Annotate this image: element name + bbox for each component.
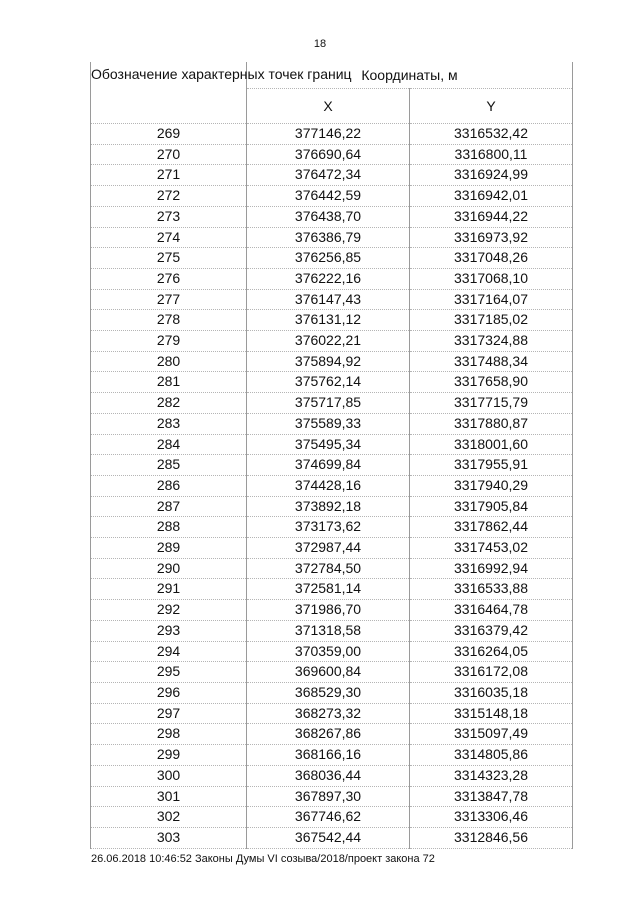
x-coordinate-cell: 376442,59 [247,186,410,207]
y-coordinate-cell: 3316532,42 [410,124,573,145]
point-cell: 292 [91,600,247,621]
x-coordinate-cell: 375589,33 [247,413,410,434]
x-coordinate-cell: 376438,70 [247,206,410,227]
x-coordinate-cell: 377146,22 [247,124,410,145]
y-coordinate-cell: 3316973,92 [410,227,573,248]
point-cell: 273 [91,206,247,227]
y-coordinate-cell: 3314323,28 [410,765,573,786]
point-cell: 300 [91,765,247,786]
point-cell: 283 [91,413,247,434]
table-row [91,248,573,269]
x-coordinate-cell: 368273,32 [247,703,410,724]
point-cell: 271 [91,165,247,186]
table-row [91,413,573,434]
point-cell: 298 [91,724,247,745]
y-coordinate-cell: 3317453,02 [410,538,573,559]
x-coordinate-cell: 373173,62 [247,517,410,538]
table-row [91,331,573,352]
point-cell: 278 [91,310,247,331]
point-cell: 269 [91,124,247,145]
y-coordinate-cell: 3316379,42 [410,620,573,641]
point-cell: 302 [91,807,247,828]
x-coordinate-cell: 368529,30 [247,682,410,703]
point-cell: 274 [91,227,247,248]
x-coordinate-cell: 376690,64 [247,144,410,165]
x-coordinate-cell: 371986,70 [247,600,410,621]
y-coordinate-cell: 3317488,34 [410,351,573,372]
x-coordinate-cell: 372784,50 [247,558,410,579]
point-cell: 284 [91,434,247,455]
x-coordinate-cell: 374699,84 [247,455,410,476]
x-coordinate-cell: 375894,92 [247,351,410,372]
table-row [91,682,573,703]
table-row [91,538,573,559]
table-row [91,662,573,683]
y-coordinate-cell: 3316944,22 [410,206,573,227]
point-cell: 294 [91,641,247,662]
y-coordinate-cell: 3316264,05 [410,641,573,662]
y-coordinate-cell: 3316992,94 [410,558,573,579]
table-row [91,641,573,662]
x-coordinate-cell: 370359,00 [247,641,410,662]
x-coordinate-cell: 376147,43 [247,289,410,310]
table-row [91,206,573,227]
x-coordinate-cell: 368166,16 [247,745,410,766]
coordinates-column-header: Координаты, м [247,62,573,89]
point-cell: 281 [91,372,247,393]
table-row [91,227,573,248]
y-coordinate-cell: 3316464,78 [410,600,573,621]
y-coordinate-cell: 3316533,88 [410,579,573,600]
point-cell: 277 [91,289,247,310]
table-row [91,186,573,207]
table-row [91,475,573,496]
point-cell: 297 [91,703,247,724]
table-row [91,517,573,538]
table-row [91,807,573,828]
y-coordinate-cell: 3317880,87 [410,413,573,434]
y-coordinate-cell: 3315097,49 [410,724,573,745]
y-coordinate-cell: 3317940,29 [410,475,573,496]
y-coordinate-cell: 3318001,60 [410,434,573,455]
x-coordinate-cell: 367746,62 [247,807,410,828]
table-row [91,600,573,621]
point-cell: 290 [91,558,247,579]
x-coordinate-cell: 367542,44 [247,827,410,848]
x-coordinate-cell: 376386,79 [247,227,410,248]
table-body [91,124,573,849]
point-cell: 276 [91,268,247,289]
y-coordinate-cell: 3317048,26 [410,248,573,269]
x-coordinate-cell: 375762,14 [247,372,410,393]
point-cell: 291 [91,579,247,600]
point-cell: 275 [91,248,247,269]
x-coordinate-cell: 376131,12 [247,310,410,331]
point-cell: 296 [91,682,247,703]
table-row [91,310,573,331]
table-row [91,703,573,724]
table-row [91,496,573,517]
table-row [91,289,573,310]
table-row [91,268,573,289]
x-coordinate-cell: 372581,14 [247,579,410,600]
table-row [91,165,573,186]
table-row [91,124,573,145]
point-cell: 289 [91,538,247,559]
point-cell: 299 [91,745,247,766]
x-coordinate-cell: 371318,58 [247,620,410,641]
y-coordinate-cell: 3316035,18 [410,682,573,703]
table-row [91,558,573,579]
table-row [91,724,573,745]
point-cell: 303 [91,827,247,848]
x-coordinate-cell: 374428,16 [247,475,410,496]
table-row [91,745,573,766]
x-coordinate-cell: 375717,85 [247,393,410,414]
y-coordinate-cell: 3317324,88 [410,331,573,352]
point-cell: 288 [91,517,247,538]
y-column-header: Y [410,89,573,124]
table-row [91,579,573,600]
y-coordinate-cell: 3316942,01 [410,186,573,207]
x-coordinate-cell: 368036,44 [247,765,410,786]
y-coordinate-cell: 3317658,90 [410,372,573,393]
point-cell: 280 [91,351,247,372]
y-coordinate-cell: 3317862,44 [410,517,573,538]
point-cell: 270 [91,144,247,165]
y-coordinate-cell: 3313847,78 [410,786,573,807]
header-row-top [91,62,573,89]
y-coordinate-cell: 3316172,08 [410,662,573,683]
y-coordinate-cell: 3314805,86 [410,745,573,766]
y-coordinate-cell: 3316800,11 [410,144,573,165]
point-cell: 301 [91,786,247,807]
x-coordinate-cell: 376022,21 [247,331,410,352]
document-footer: 26.06.2018 10:46:52 Законы Думы VI созыва/2018/проект закона 72 [91,853,435,865]
point-cell: 282 [91,393,247,414]
y-coordinate-cell: 3317164,07 [410,289,573,310]
x-coordinate-cell: 368267,86 [247,724,410,745]
point-cell: 279 [91,331,247,352]
x-coordinate-cell: 376472,34 [247,165,410,186]
x-column-header: X [247,89,410,124]
table-row [91,827,573,848]
y-coordinate-cell: 3313306,46 [410,807,573,828]
point-cell: 293 [91,620,247,641]
page-number: 18 [313,38,327,50]
y-coordinate-cell: 3317715,79 [410,393,573,414]
x-coordinate-cell: 376222,16 [247,268,410,289]
table-row [91,765,573,786]
point-cell: 295 [91,662,247,683]
y-coordinate-cell: 3317185,02 [410,310,573,331]
point-cell: 287 [91,496,247,517]
y-coordinate-cell: 3315148,18 [410,703,573,724]
x-coordinate-cell: 367897,30 [247,786,410,807]
table-row [91,434,573,455]
y-coordinate-cell: 3312846,56 [410,827,573,848]
y-coordinate-cell: 3317905,84 [410,496,573,517]
table-row [91,144,573,165]
x-coordinate-cell: 372987,44 [247,538,410,559]
table-row [91,351,573,372]
x-coordinate-cell: 373892,18 [247,496,410,517]
table-header [91,62,573,124]
point-column-header: Обозначение характерных точек границ [91,62,247,124]
table-row [91,372,573,393]
y-coordinate-cell: 3317068,10 [410,268,573,289]
table-row [91,393,573,414]
table-row [91,786,573,807]
y-coordinate-cell: 3317955,91 [410,455,573,476]
point-cell: 286 [91,475,247,496]
table-row [91,455,573,476]
x-coordinate-cell: 369600,84 [247,662,410,683]
point-cell: 272 [91,186,247,207]
x-coordinate-cell: 376256,85 [247,248,410,269]
x-coordinate-cell: 375495,34 [247,434,410,455]
table-row [91,620,573,641]
coordinates-table [90,62,573,849]
point-cell: 285 [91,455,247,476]
y-coordinate-cell: 3316924,99 [410,165,573,186]
